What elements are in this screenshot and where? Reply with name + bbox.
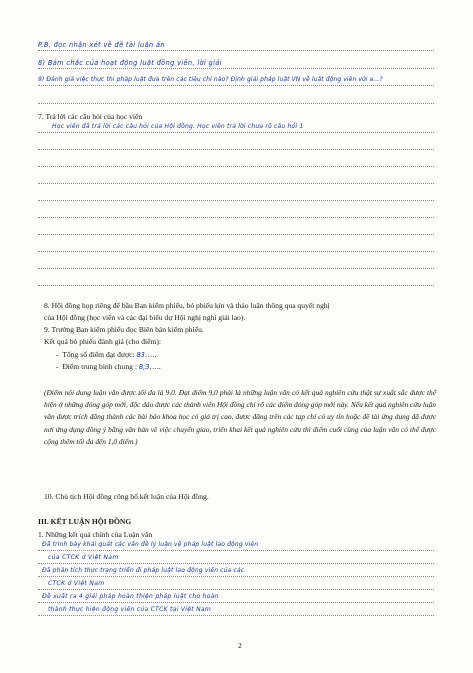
dotted-line	[38, 200, 434, 201]
dotted-line	[38, 602, 434, 603]
dotted-line	[38, 50, 434, 51]
score-total-row: - Tổng số điểm đạt được: 83…..	[56, 350, 157, 359]
dotted-line	[38, 615, 434, 616]
dotted-line	[38, 183, 434, 184]
dotted-line	[38, 68, 434, 69]
dotted-line	[38, 85, 434, 86]
section-10-text: 10. Chủ tịch Hội đồng công bố kết luận của Hội đồng.	[44, 492, 209, 501]
dotted-line	[38, 589, 434, 590]
dotted-line	[38, 103, 434, 104]
dotted-line	[38, 251, 434, 252]
dotted-line	[38, 550, 434, 551]
conclusion-subheading: 1. Những kết quả chính của Luận văn	[38, 530, 153, 539]
dotted-line	[38, 166, 434, 167]
score-total-dots: …..	[144, 350, 157, 359]
section-9-text: 9. Trưởng Ban kiểm phiếu đọc Biên bản kiểm phiếu.	[44, 325, 204, 334]
dotted-line	[38, 217, 434, 218]
score-avg-row: - Điểm trung bình chung : 8,3…..	[56, 362, 161, 371]
handwritten-note: 8) Bám chắc của hoạt động luật đồng viên, lời giải	[38, 59, 222, 67]
handwritten-conclusion: của CTCK ở Việt Nam	[48, 554, 119, 561]
score-avg-label: Điểm trung bình chung :	[62, 362, 137, 371]
dotted-line	[38, 285, 434, 286]
score-total-value: 83	[136, 351, 145, 359]
handwritten-conclusion: Đề xuất ra 4 giải pháp hoàn thiện pháp luật cho hoàn	[42, 593, 219, 600]
dotted-line	[38, 268, 434, 269]
handwritten-conclusion: CTCK ở Việt Nam	[48, 580, 105, 587]
handwritten-note: 9) Đánh giá việc thực thi pháp luật đưa trên các tiêu chí nào? Định giải pháp luật VN về luật động viên với a...?	[38, 76, 383, 83]
score-avg-value: 8,3	[138, 363, 150, 371]
handwritten-note: P.B. đọc nhận xét về đề tài luận án	[38, 41, 165, 49]
score-total-label: Tổng số điểm đạt được:	[62, 350, 135, 359]
handwritten-conclusion: Đã trình bày khái quát các vấn đề lý luận về pháp luật lao động viên	[42, 541, 259, 548]
vote-result-label: Kết quả bỏ phiếu đánh giá (cho điểm):	[44, 337, 162, 346]
dotted-line	[38, 149, 434, 150]
section-8-text: của Hội đồng (học viên và các đại biểu dự Hội nghị nghỉ giải lao).	[44, 313, 246, 322]
section-7-heading: 7. Trả lời các câu hỏi của học viên	[38, 112, 143, 121]
dotted-line	[38, 563, 434, 564]
dotted-line	[38, 234, 434, 235]
handwritten-conclusion: thành thực hiện động viên của CTCK tại Việt Nam	[48, 606, 212, 613]
score-avg-dots: …..	[149, 362, 161, 371]
dotted-line	[38, 576, 434, 577]
page-number: 2	[238, 641, 242, 650]
dotted-line	[38, 132, 434, 133]
section-8-text: 8. Hội đồng họp riêng để bầu Ban kiểm phiếu, bỏ phiếu kín và thảo luận thông qua quyết nghị	[44, 301, 330, 310]
handwritten-answer: Học viên đã trả lời các câu hỏi của Hội đồng. Học viên trả lời chưa rõ câu hỏi 1	[52, 123, 304, 130]
handwritten-conclusion: Đã phân tích thực trạng triển đi pháp luật lao động viên của các	[42, 567, 245, 574]
conclusion-heading: III. KẾT LUẬN HỘI ĐỒNG	[38, 517, 132, 526]
scoring-note: (Điểm nội dung luận văn được tối đa là 9,0. Đạt điểm 9,0 phải là những luận văn có kết quả nghiên cứu thật sự xuất sắc được thể hiện ở những đóng góp mới, độc đáo được các thành viên Hội đồng chỉ rõ các điểm đóng góp mới này. Nếu kết quả nghiên cứu luận văn được trích đăng thành các bài báo khoa học có giá trị cao, được đăng trên các tạp chí có uy tín hoặc đề tài ứng dụng đã được nơi ứng dụng đồng ý bằng văn bản về việc chuyển giao, triển khai kết quả nghiên cứu thì điểm cuối cùng của luận văn có thể được cộng thêm tối đa đến 1,0 điểm.)	[44, 388, 436, 446]
